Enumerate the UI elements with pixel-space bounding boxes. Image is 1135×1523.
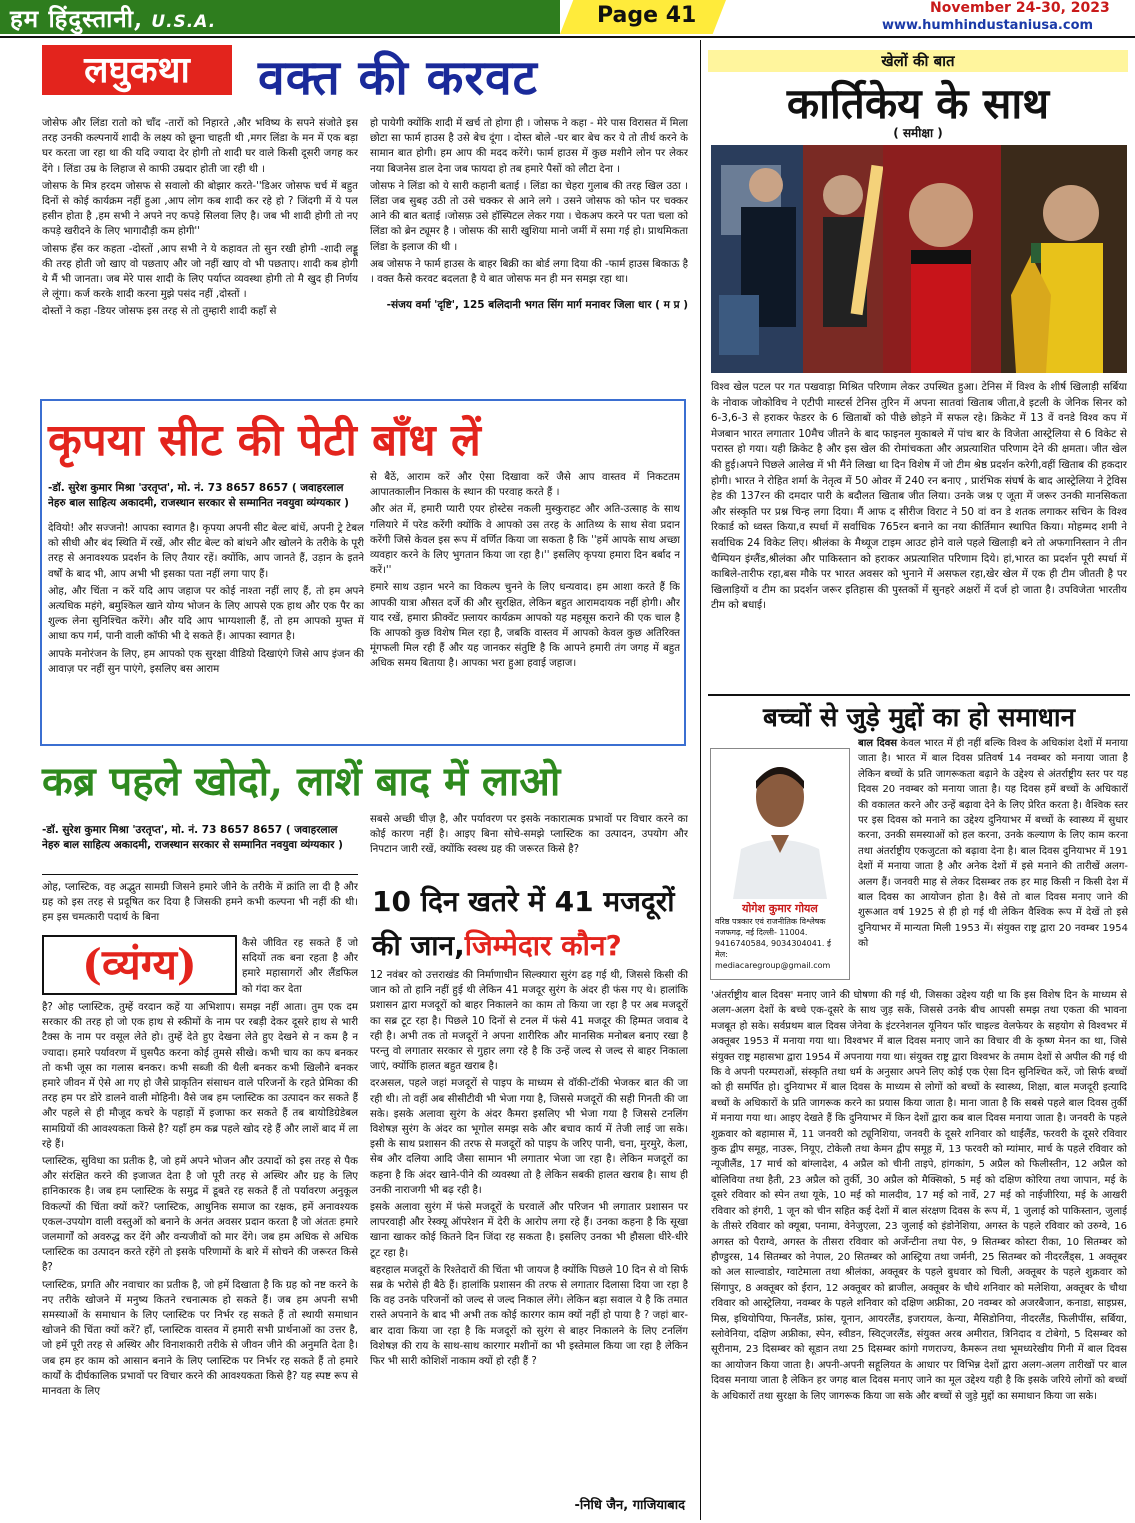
- kids-side-text: [858, 736, 1128, 988]
- sports-section-tag: खेलों की बात: [708, 50, 1128, 72]
- cricketer-portrait-photo: [883, 145, 1001, 373]
- story4-headline-highlight: जिम्मेदार कौन?: [464, 929, 622, 962]
- story2-headline: कृपया सीट की पेटी बाँध लें: [48, 415, 481, 466]
- story4-headline-line2: की जान,जिम्मेदार कौन?: [372, 929, 622, 962]
- story1-signature: -संजय वर्मा 'दृष्टि', 125 बलिदानी भगत सिंग मार्ग मनावर जिला धार ( म प्र ): [386, 298, 688, 311]
- paragraph: दरअसल, पहले जहां मजदूरों से पाइप के माध्यम से वॉकी-टॉकी भेजकर बात की जा रही थी। तो वहीं अब सीसीटीवी भी भेजा गया है, जिससे मजदूरों की सही गिनती की जा सके। इसके अलावा सुरंग के अंदर कैमरा इसलिए भी भेजा गया है जिससे टनलिंग विशेषज्ञ सुरंग के अंदर का भूगोल समझ सके और बचाव कार्य में तेजी लाई जा सके। इसी के साथ प्रशासन की तरफ से मजदूरों को पाइप के जरिए पानी, चना, मुरमुरे, केला, सेब और दलिया आदि जैसा सामान भी लगातार भेजा जा रहा है। लेकिन मजदूरों का कहना है कि अंदर खाने-पीने की व्यवस्था तो है लेकिन सबकी हालत खराब है। साथ ही उनकी नाराजगी भी बढ़ रही है।: [370, 1078, 688, 1196]
- paragraph: जोसफ के मित्र हरदम जोसफ से सवालो की बोझार करते-''डिअर जोसफ चर्च में बहुत दिनों से कोई कार्यक्रम नहीं हुआ ,आप लोग कब शादी कर रहे हो ? जिंदगी में ये पल हसीन होता है ,हम सभी ने अपने नए कपड़े सिलवा लिए है। जब भी शादी होगी तो नए कपड़े खरीदने के लिए भागादौड़ी कम होगी'': [42, 180, 358, 238]
- story2-column-1: [48, 470, 364, 738]
- author-photo-box: [710, 748, 850, 980]
- newspaper-title: हम हिंदुस्तानी, U.S.A.: [10, 4, 217, 33]
- story2-byline: -डॉ. सुरेश कुमार मिश्रा 'उरतृप्त', मो. नं. 73 8657 8657 ( जवाहरलाल नेहरु बाल साहित्य अकादमी, राजस्थान सरकार से सम्मानित नवयुवा व्यंग्यकार ): [48, 481, 349, 509]
- paragraph: आपके मनोरंजन के लिए, हम आपको एक सुरक्षा वीडियो दिखाएंगे जिसे आप इंजन की आवाज़ पर नहीं सुन पाएंगे, इसलिए बस आराम: [48, 648, 364, 675]
- page-number: Page 41: [597, 3, 697, 28]
- paragraph: प्लास्टिक, सुविधा का प्रतीक है, जो हमें अपने भोजन और उत्पादों को इस तरह से पैक और संरक्षित करने की इजाजत देता है जो पूरी तरह से अस्थिर और ग्रह के लिए हानिकारक है। जब हम प्लास्टिक के समुद्र में डूबते रह सकते हैं तो पर्यावरण अनुकूल विकल्पों की चिंता क्यों करें? प्लास्टिक, आधुनिक समाज का रक्षक, हमें अनावश्यक एकल-उपयोग वाली वस्तुओं को बनाने के अनंत अवसर प्रदान करता है जो अंततः हमारे जलमार्गों को अवरुद्ध कर देंगे और वन्यजीवों को मार देंगे। जब हम अधिक से अधिक प्लास्टिक का उत्पादन करते रहेंगे तो इसके परिणामों के बारे में सोचने की जरूरत किसे है?: [42, 1156, 358, 1274]
- paragraph: दोस्तों ने कहा -डियर जोसफ इस तरह से तो तुम्हारी शादी कहाँ से: [42, 306, 277, 318]
- sports-divider: [708, 694, 1130, 696]
- paragraph: ओह, और चिंता न करें यदि आप जहाज पर कोई नाश्ता नहीं लाए हैं, तो हम अपने अत्यधिक महंगे, बमुश्किल खाने योग्य भोजन के लिए आपसे एक हाथ और एक पैर का शुल्क लेना सुनिश्चित करेंगे। और यदि आप भाग्यशाली हैं, तो हम आपको मुफ्त में आधा कप गर्म, पानी वाली कॉफी भी दे सकते हैं। आपका स्वागत है।: [48, 585, 364, 643]
- paragraph: सबसे अच्छी चीज़ है, और पर्यावरण पर इसके नकारात्मक प्रभावों पर विचार करने का कोई कारण नहीं है। आइए बिना सोचे-समझे प्लास्टिक का उत्पादन, उपयोग और निपटान जारी रखें, क्योंकि स्वस्थ ग्रह की जरूरत किसे है?: [370, 814, 688, 856]
- story1-headline: वक्त की करवट: [258, 50, 538, 106]
- issue-date: November 24-30, 2023: [930, 0, 1110, 16]
- paragraph: 'अंतर्राष्ट्रीय बाल दिवस' मनाए जाने की घोषणा की गई थी, जिसका उद्देश्य यही था कि इस विशेष दिन के माध्यम से अलग-अलग देशों के बच्चे एक-दूसरे के साथ जुड़ सकें, जिससे उनके बीच आपसी समझ तथा एकता की भावना मजबूत हो सके। सर्वप्रथम बाल दिवस जेनेवा के इंटरनेशनल यूनियन फॉर चाइल्ड वेलफेयर के सहयोग से विश्वभर में अक्तूबर 1953 में मनाया गया था। विश्वभर में बाल दिवस मनाए जाने का विचार वी के कृष्ण मेनन का था, जिसे संयुक्त राष्ट्र महासभा द्वारा 1954 में अपनाया गया था। संयुक्त राष्ट्र द्वारा विश्वभर के तमाम देशों से अपील की गई थी कि वे अपनी परम्पराओं, संस्कृति तथा धर्म के अनुसार अपने लिए कोई एक ऐसा दिन सुनिश्चित करें, जो सिर्फ बच्चों को ही समर्पित हो। दुनियाभर में बाल दिवस के माध्यम से लोगों को बच्चों के स्वास्थ्य, शिक्षा, बाल मजदूरी इत्यादि बच्चों के अधिकारों के प्रति जागरूक करने का प्रयास किया जाता है। माना जाता है कि सबसे पहले बाल दिवस तुर्की में मनाया गया था। आइए देखते हैं कि दुनियाभर में किन देशों द्वारा कब बाल दिवस मनाया जाता है। जनवरी के पहले शुक्रवार को बहामास में, 11 जनवरी को ट्यूनिशिया, जनवरी के दूसरे शनिवार को थाईलैंड, फरवरी के दूसरे रविवार कुक द्वीप समूह, नाउरू, नियूए, टोकेलौ तथा केमन द्वीप समूह में, 13 फरवरी को म्यांमार, मार्च के पहले रविवार को न्यूजीलैंड, 17 मार्च को बांग्लादेश, 4 अप्रैल को चीनी ताइपे, हांगकांग, 5 अप्रैल को फिलीस्तीन, 12 अप्रैल को बोलिविया तथा हैती, 23 अप्रैल को तुर्की, 30 अप्रैल को मैक्सिको, 5 मई को दक्षिण कोरिया तथा जापान, मई के दूसरे रविवार को स्पेन तथा यूके, 10 मई को मालदीव, 17 मई को नार्वे, 27 मई को नाईजीरिया, मई के आखरी रविवार को हंगरी, 1 जून को चीन सहित कई देशों में बाल संरक्षण दिवस के रूप में, 1 जुलाई को पाकिस्तान, जुलाई के तीसरे रविवार को क्यूबा, पनामा, वेनेजुएला, 23 जुलाई को इंडोनेशिया, अगस्त के पहले रविवार को उरुग्वे, 16 अगस्त को पैराग्वे, अगस्त के तीसरा रविवार को अर्जेन्टीना तथा पेरु, 9 सितम्बर कोस्टा रीका, 10 सितम्बर को हौण्डुरस, 14 सितम्बर को नेपाल, 20 सितम्बर को आस्ट्रिया तथा जर्मनी, 25 सितम्बर को नीदरलैंड्स, 1 अक्तूबर को अल साल्वाडोर, ग्वाटेमाला तथा श्रीलंका, अक्तूबर के पहले बुधवार को चिली, अक्तूबर के पहले शुक्रवार को सिंगापुर, 8 अक्तूबर को ईरान, 12 अक्तूबर को ब्राजील, अक्तूबर के चौथे शनिवार को मलेशिया, अक्तूबर के चौथा रविवार को आस्ट्रेलिया, नवम्बर के पहले शनिवार को दक्षिण अफ्रीका, 20 नवम्बर को अजरबैजान, कनाडा, साइप्रस, मिस्र, इथियोपिया, फिनलैंड, फ्रांस, यूनान, आयरलैंड, इजरायल, केन्या, मैसिडोनिया, नीदरलैंड, फिलीपींस, सर्बिया, स्लोवेनिया, दक्षिण अफ्रीका, स्पेन, स्वीडन, स्विट्जरलैंड, संयुक्त अरब अमीरात, त्रिनिदाद व टोबेगो, 5 दिसम्बर को सूरीनाम, 23 दिसम्बर को सूडान तथा 25 दिसम्बर कांगो गणराज्य, कैमरून तथा भूमध्यरेखीय गिनी में बाल दिवस का आयोजन किया जाता है। अपनी-अपनी सहूलियत के आधार पर विभिन्न देशों द्वारा अलग-अलग तारीखों पर बाल दिवस मनाया जाता है लेकिन हर जगह बाल दिवस मनाए जाने का मूल उद्देश्य यही है कि इसके जरिये लोगों को बच्चों के अधिकारों तथा सुरक्षा के लिए जागरूक किया जा सके और बच्चों से जुड़े मुद्दों का समाधान किया जा सके।: [711, 990, 1127, 1402]
- trophy-celebration-photo: [1001, 145, 1127, 373]
- masthead: [0, 0, 1135, 36]
- paragraph: कैसे जीवित रह सकते हैं जो सदियों तक बना रहता है और हमारे महासागरों और लैंडफिल को गंदा कर देता: [242, 938, 358, 995]
- story3-lead: [42, 880, 358, 942]
- paragraph: देवियो! और सज्जनो! आपका स्वागत है। कृपया अपनी सीट बेल्ट बांधें, अपनी ट्रे टेबल को सीधी और बंद स्थिति में रखें, और सीट बेल्ट को बांधने और खोलने के तरीके के पूरी तरह से अनावश्यक प्रदर्शन के लिए तैयार रहें। क्योंकि, आप जानते हैं, उड़ान के इतने वर्षों के बाद भी, आप अभी भी इसका पता नहीं लगा पाए हैं।: [48, 523, 364, 580]
- story4-headline-line1: 10 दिन खतरे में 41 मजदूरों: [372, 885, 675, 918]
- story3-headline: कब्र पहले खोदो, लाशें बाद में लाओ: [42, 758, 561, 805]
- paragraph: जोसेफ और लिंडा रातो को चाँद -तारों को निहारते ,और भविष्य के सपने संजोते इस तरह उनकी कल्पनायें शादी के लक्ष्य को छूना चाहती थी ,मगर लिंडा के मन में एक बड़ा घर करता जा रहा था की यदि ज्यादा देर होगी तो शादी घर वाले किसी दूसरी जगह कर देंगे । लिंडा उम्र के लिहाज से काफी उम्रदार होती जा रही थी ।: [42, 118, 358, 175]
- paragraph: हो पायेगी क्योंकि शादी में खर्च तो होगा ही । जोसफ ने कहा - मेरे पास विरासत में मिला छोटा सा फार्म हाउस है उसे बेच दूंगा । दोस्त बोले -घर बार बेच कर ये तो तीर्थ करने के सामान बात होगी। हम आप की मदद करेंगे। फार्म हाउस में कुछ मशीने लोन पर लेकर नया बिजनेस डाल देना जब फायदा हो तब हमारे पैसों को लौटा देना ।: [370, 118, 688, 175]
- story3-byline: -डॉ. सुरेश कुमार मिश्रा 'उरतृप्त', मो. नं. 73 8657 8657 ( जवाहरलाल नेहरु बाल साहित्य अकादमी, राजस्थान सरकार से सम्मानित नवयुवा व्यंग्यकार ): [42, 823, 343, 851]
- paragraph: बाल दिवस केवल भारत में ही नहीं बल्कि विश्व के अधिकांश देशों में मनाया जाता है। भारत में बाल दिवस प्रतिवर्ष 14 नवम्बर को मनाया जाता है लेकिन बच्चों के प्रति जागरूकता बढ़ाने के उद्देश्य से अंतर्राष्ट्रीय स्तर पर यह दिवस 20 नवम्बर को मनाया जाता है। यह दिवस हमें बच्चों के अधिकारों की वकालत करने और उन्हें बढ़ावा देने के लिए प्रेरित करता है। वैश्विक स्तर पर इस दिवस को मनाने का उद्देश्य दुनियाभर में बच्चों के स्वास्थ्य में सुधार करना, उनकी समस्याओं को हल करना, उनके कल्याण के लिए काम करना तथा अंतर्राष्ट्रीय एकजुटता को बढ़ावा देना है। बाल दिवस दुनियाभर में 191 देशों में मनाया जाता है और अनेक देशों में इसे मनाने की तारीखें अलग-अलग हैं। जनवरी माह से लेकर दिसम्बर तक हर माह किसी न किसी देश में बाल दिवस का आयोजन होता है। वैसे तो बाल दिवस मनाए जाने की शुरूआत वर्ष 1925 से ही हो गई थी लेकिन वैश्विक रूप में देखें तो इसे दुनियाभर में मान्यता मिली 1953 में। संयुक्त राष्ट्र द्वारा 20 नवम्बर 1954 को: [858, 738, 1128, 950]
- paragraph: ओह, प्लास्टिक, वह अद्भुत सामग्री जिसने हमारे जीने के तरीके में क्रांति ला दी है और ग्रह को इस तरह से प्रदूषित कर दिया है जिसकी हमने कभी कल्पना भी नहीं की थी। हम इस चमत्कारी पदार्थ के बिना: [42, 882, 358, 924]
- kids-body: [711, 988, 1127, 1518]
- sports-body: [711, 380, 1127, 692]
- paragraph: विश्व खेल पटल पर गत पखवाड़ा मिश्रित परिणाम लेकर उपस्थित हुआ। टेनिस में विश्व के शीर्ष खिलाड़ी सर्बिया के नोवाक जोकोविच ने एटीपी मास्टर्स टेनिस तुरिन में अपना सातवां खिताब जीता,वे इटली के जेनिक सिनर को 6-3,6-3 से हराकर फेडरर के 6 खिताबों को पीछे छोड़ने में सफल रहे। क्रिकेट में 13 वें वनडे विश्व कप में मेजबान भारत लगातार 10मैच जीतने के बाद फाइनल मुकाबले में पांच बार के विजेता आस्ट्रेलिया से 6 विकेट से परास्त हो गया। यही क्रिकेट है और इस खेल की रोमांचकता और अप्रत्याशित परिणाम देने की क्षमता। जीत खेल की हुई।अपने पिछले आलेख में भी मैंने लिखा था दिन विशेष में जो टीम श्रेष्ठ प्रदर्शन करेगी,वहीं खिताब की हकदार होगी। भारत ने रोहित शर्मा के नेतृत्व में 50 ओवर में 240 रन बनाए , प्रारंभिक संघर्ष के बाद आस्ट्रेलिया ने ट्रेविस हेड की 137रन की दमदार पारी के बदौलत खिताब जीत लिया। उनके जश्न ए जूता में जरूर उनकी मानसिकता और संस्कृति पर प्रश्न चिन्ह लगा दिया। मैं आफ द सीरीज विराट ने 50 वां वन डे शतक लगाकर सचिन के विश्व रिकार्ड को ध्वस्त किया,व स्पर्धा में सर्वाधिक 765रन बनाने का नया कीर्तिमान स्थापित किया। मोहम्मद शमी ने सर्वाधिक 24 विकेट लिए। श्रीलंका के मैथ्यूज टाइम आउट होने वाले पहले खिलाड़ी बने तो अफगानिस्तान ने तीन चैम्पियन इंग्लैंड,श्रीलंका और पाकिस्तान को हराकर अप्रत्याशित परिणाम दिये। हां,भारत का प्रदर्शन पूरी स्पर्धा में काबिले-तारीफ रहा,बस मौके पर भारत अवसर को भुनाने में असफल रहा,खेर खेल में एक ही टीम जीतती है पर खिलाड़ियों व टीम का प्रदर्शन जरूर इतिहास की पुस्तकों में सुनहरे अक्षरों में दर्ज हो जाता है। उपविजेता भारतीय टीम को बधाई।: [711, 381, 1127, 612]
- sports-headline: कार्तिकेय के साथ: [786, 79, 1050, 128]
- paragraph: जोसफ हँस कर कहता -दोस्तों ,आप सभी ने ये कहावत तो सुन रखी होगी -शादी लड्डू की तरह होती जो खाए वो पछताए और जो नहीं खाए वो भी पछताए। शादी कब होगी ये मैं भी जानता। जब मेरे पास शादी के लिए पर्याप्त व्यवस्था होगी तो मै खुद ही निर्णय ले लूंगा। कर्ज करके शादी करना मुझे पसंद नहीं ,दोस्तों ।: [42, 243, 358, 301]
- paragraph: अब जोसफ ने फार्म हाउस के बाहर बिक्री का बोर्ड लगा दिया की -फार्म हाउस बिकाऊ है । वक्त कैसे करवट बदलता है ये बात जोसफ मन ही मन समझ रहा था।: [370, 258, 688, 286]
- story3-side-text: [242, 936, 358, 998]
- header-rule: [0, 36, 1135, 38]
- masthead-green-band: [0, 0, 560, 34]
- story3-byline-box: [42, 812, 358, 872]
- story-label-laghukatha: लघुकथा: [42, 45, 232, 95]
- story-label-vyangya: (व्यंग्य): [42, 935, 237, 995]
- author-details: वरिष्ठ पत्रकार एवं राजनीतिक विश्लेषक नजफगढ़, नई दिल्ली- 11004. 9416740584, 9034304041. ई मेल: mediacaregroup@gmail.com: [715, 917, 831, 970]
- story1-column-1: [42, 116, 358, 396]
- story4-column: [370, 968, 688, 1498]
- story2-column-2: [370, 470, 680, 738]
- tennis-player-photo: [711, 145, 803, 373]
- paragraph: इसके अलावा सुरंग में फंसे मजदूरों के घरवालें और परिजन भी लगातार प्रशासन पर लापरवाही और रेस्क्यू ऑपरेशन में देरी के आरोप लगा रहे हैं। उनका कहना है कि सूखा खाना खाकर कोई कितने दिन जिंदा रह सकता है। इसलिए उनका भी हौसला धीरे-धीरे टूट रहा है।: [370, 1202, 688, 1259]
- paragraph: जोसफ ने लिंडा को ये सारी कहानी बताई । लिंडा का चेहरा गुलाब की तरह खिल उठा । लिंडा जब सुबह उठी तो उसे चक्कर से आने लगे । उसने जोसफ को फोन पर चक्कर आने की बात बताई ।जोसफ़ उसे हॉस्पिटल लेकर गया । चेकअप करने पर पता चला को लिंडा को ब्रेन ट्यूमर है । जोसफ की सारी खुशिया मानो जमीं में समा गई हो। प्राथमिकता लिंडा के इलाज की थी ।: [370, 180, 688, 253]
- story3-column: [42, 1000, 358, 1520]
- story3-divider: [42, 874, 358, 875]
- sports-subtitle: ( समीक्षा ): [893, 126, 943, 140]
- paragraph: हमारे साथ उड़ान भरने का विकल्प चुनने के लिए धन्यवाद। हम आशा करते हैं कि आपकी यात्रा औसत दर्जे की और सुरक्षित, लेकिन बहुत आरामदायक नहीं होगी। और याद रखें, हमारा फ्रीक्वेंट फ़्लायर कार्यक्रम आपको यह महसूस कराने की एक चाल है कि आपको कुछ विशेष मिल रहा है, जबकि वास्तव में आपको केवल कुछ अतिरिक्त मूंगफली मिल रही हैं और यह जानकर संतुष्टि है कि आपने हमारी तंग जगह में बहुत अधिक समय बिताया है। आपका भरा हुआ हवाई जहाज।: [370, 582, 680, 670]
- paragraph: बहरहाल मजदूरों के रिश्तेदारों की चिंता भी जायज है क्योंकि पिछले 10 दिन से वो सिर्फ सब्र के भरोसे ही बैठे हैं। हालांकि प्रशासन की तरफ से लगातार दिलासा दिया जा रहा है कि वह उनके परिजनों को जल्द से जल्द निकाल लेंगे। लेकिन बड़ा सवाल ये है कि तमात रास्ते अपनाने के बाद भी अभी तक कोई कारगर काम क्यों नहीं हो पाया है ? जहां बार-बार दावा किया जा रहा है कि मजदूरों को सुरंग से बाहर निकालने के लिए टनलिंग विशेषज्ञ की राय के साथ-साथ कारगार मशीनों का भी इस्तेमाल किया जा रहा है लेकिन फिर भी सारी कोशिशें नाकाम क्यों हो रही हैं ?: [370, 1264, 688, 1368]
- paragraph: और अंत में, हमारी प्यारी एयर होस्टेस नकली मुस्कुराहट और अति-उत्साह के साथ गलियारे में परेड करेंगी क्योंकि वे आपको उस तरह के आतिथ्य के साथ सेवा प्रदान करेंगी जिसे केवल इस रूप में वर्णित किया जा सकता है कि ''हमें आपके साथ अच्छा व्यवहार करने के लिए भुगतान किया जा रहा है।'' इसलिए कृपया हमारा दिन बर्बाद न करें।'': [370, 504, 680, 577]
- column-divider: [700, 40, 701, 1520]
- story4-signature: -निधि जैन, गाजियाबाद: [574, 1498, 685, 1513]
- paragraph: 12 नवंबर को उत्तराखंड की निर्माणाधीन सिल्क्यारा सुरंग ढह गई थी, जिससे किसी की जान को तो हानि नहीं हुई थी लेकिन 41 मजदूर सुरंग के अंदर ही फंस गए थे। हालांकि प्रशासन द्वारा मजदूरों को बाहर निकालने का काम तो किया जा रहा है पर अब मजदूरों का सब्र टूट रहा है। पिछले 10 दिनों से टनल में फंसे 41 मजदूर की हिम्मत जवाब दे रही है। अभी तक तो मजदूरों ने अपना शारीरिक और मानसिक मनोबल बनाए रखा है परन्तु वो लगातार सरकार से गुहार लगा रहे है कि उन्हें जल्द से जल्द से बाहर निकाला जाएं, क्योंकि हालत बहुत खराब है।: [370, 970, 688, 1073]
- story3-intro-right: [370, 812, 688, 874]
- website-url[interactable]: www.humhindustaniusa.com: [882, 18, 1094, 33]
- paragraph: है? ओह प्लास्टिक, तुम्हें वरदान कहें या अभिशाप। समझ नहीं आता। तुम एक दम सरकार की तरह हो जो एक हाथ से स्कीमों के नाम पर रबड़ी देकर दूसरे हाथ से भारी टैक्स के नाम पर वसूल लेते हो। तुम्हें देते हुए देखना लेते हुए देखने से न कम है न ज्यादा। हमारे पर्यावरण में घुसपैठ करना कोई तुमसे सीखे। कभी चाय का कप बनकर तो कभी जूस का गलास बनकर। कभी सब्जी की थैली बनकर कभी खिलौने बनकर हमारे जीवन में ऐसे आ गए हो जैसे प्राकृतिन संसाधन वाले परिजनों के रहते प्रेमिका की तरह हम पर डोरे डालने वाली मोहिनी। वैसे जब हम प्लास्टिक का उत्पादन कर सकते हैं और पहले से ही मौजूद कचरे के पहाड़ों में इजाफा कर सकते हैं तब बायोडिग्रेडेबल सामग्रियों की आवश्यकता किसे है? यहाँ हम कब्र पहले खोद रहे हैं और लाशें बाद में ला रहे हैं।: [42, 1002, 358, 1150]
- kids-headline: बच्चों से जुड़े मुद्दों का हो समाधान: [762, 703, 1076, 733]
- paragraph: प्लास्टिक, प्रगति और नवाचार का प्रतीक है, जो हमें दिखाता है कि ग्रह को नष्ट करने के नए तरीके खोजने में मनुष्य कितने रचनात्मक हो सकते हैं। जब हम अपनी सभी समस्याओं के समाधान के लिए प्लास्टिक पर निर्भर रह सकते हैं तो स्थायी समाधान खोजने की चिंता क्यों करें? हाँ, प्लास्टिक वास्तव में हमारी सभी प्रार्थनाओं का उत्तर है, जो हमें पूरी तरह से अस्थिर और विनाशकारी तरीके से जीवन जीने की अनुमति देता है। जब हम हर काम को आसान बनाने के लिए प्लास्टिक पर निर्भर रह सकते हैं तो हमारे कार्यों के दीर्घकालिक प्रभावों पर विचार करने की आवश्यकता किसे है? यह स्पष्ट रूप से मानवता के लिए: [42, 1279, 358, 1398]
- cricket-batsman-photo: [803, 145, 883, 373]
- paragraph: से बैठें, आराम करें और ऐसा दिखावा करें जैसे आप वास्तव में निकटतम आपातकालीन निकास के स्थान की परवाह करते हैं ।: [370, 472, 680, 499]
- sports-photo-collage: [711, 145, 1127, 373]
- kids-lead-word: बाल दिवस: [858, 738, 898, 749]
- edition-label: U.S.A.: [151, 12, 217, 32]
- story1-column-2: [370, 116, 688, 396]
- author-name: योगेश कुमार गोयल: [742, 902, 818, 915]
